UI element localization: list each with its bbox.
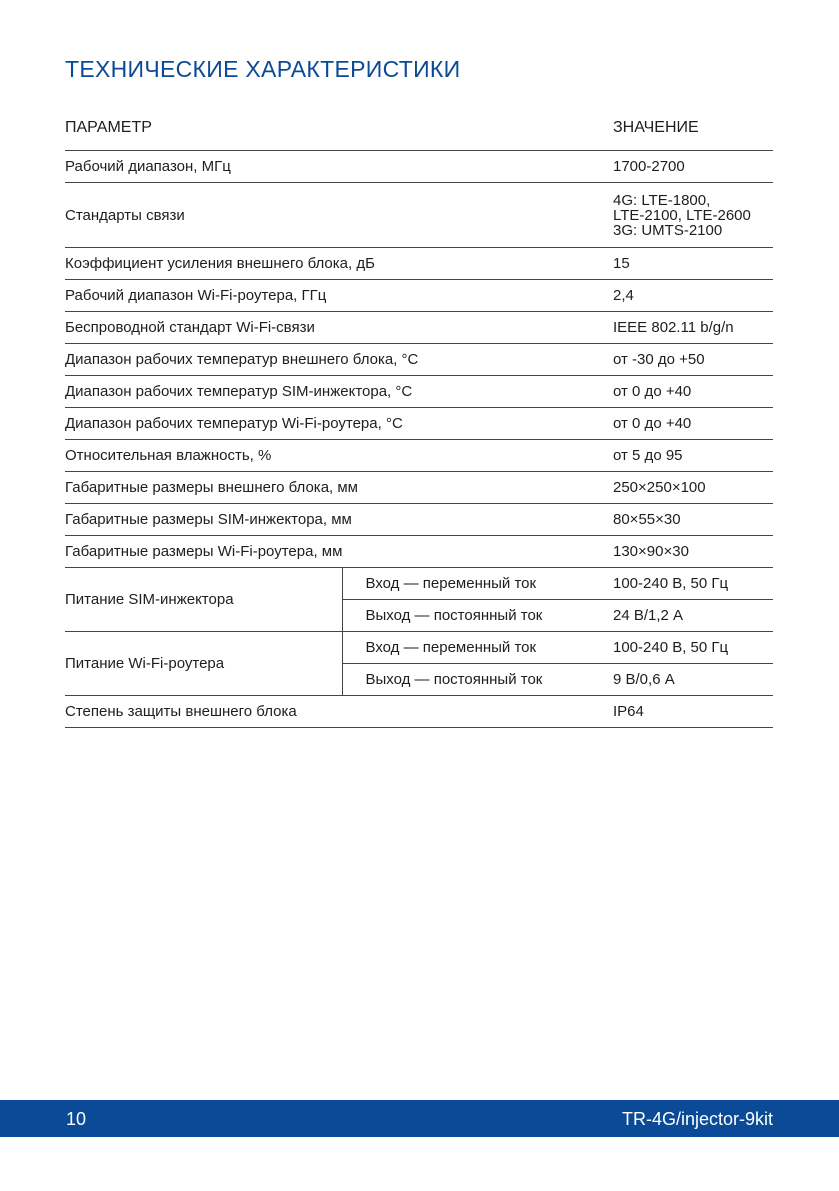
specs-table: [65, 105, 773, 728]
page-number: 10: [66, 1109, 87, 1129]
table-row: [65, 472, 773, 504]
value-cell: 24 В/1,2 А: [613, 600, 773, 632]
value-cell: 130×90×30: [613, 536, 773, 568]
table-row: [65, 536, 773, 568]
page-title: ТЕХНИЧЕСКИЕ ХАРАКТЕРИСТИКИ: [65, 56, 461, 82]
value-cell: от 0 до +40: [613, 376, 773, 408]
param-cell: Габаритные размеры внешнего блока, мм: [65, 472, 613, 504]
value-line: 3G: UMTS-2100: [613, 221, 723, 239]
param-cell: Беспроводной стандарт Wi-Fi-связи: [65, 312, 613, 344]
param-cell: Диапазон рабочих температур Wi-Fi-роутера, °С: [65, 408, 613, 440]
sub-param-cell: Вход — переменный ток: [342, 568, 613, 600]
param-cell: Рабочий диапазон, МГц: [65, 151, 613, 183]
param-cell: Рабочий диапазон Wi-Fi-роутера, ГГц: [65, 280, 613, 312]
sub-param-cell: Выход — постоянный ток: [342, 664, 613, 696]
header-value: ЗНАЧЕНИЕ: [613, 105, 773, 151]
param-cell: Относительная влажность, %: [65, 440, 613, 472]
value-cell: 100-240 В, 50 Гц: [613, 568, 773, 600]
value-line: 4G: LTE-1800,: [613, 191, 711, 209]
param-cell-power-wifi: Питание Wi-Fi-роутера: [65, 632, 342, 696]
table-row: [65, 280, 773, 312]
table-row: [65, 248, 773, 280]
table-row-power-wifi-input: [65, 632, 773, 664]
table-row: [65, 696, 773, 728]
sub-param-cell: Вход — переменный ток: [342, 632, 613, 664]
header-param: ПАРАМЕТР: [65, 105, 613, 151]
value-cell: от 0 до +40: [613, 408, 773, 440]
param-cell: Стандарты связи: [65, 183, 613, 248]
param-cell: Степень защиты внешнего блока: [65, 696, 613, 728]
table-row: [65, 440, 773, 472]
value-cell: 1700-2700: [613, 151, 773, 183]
value-cell: 9 В/0,6 А: [613, 664, 773, 696]
table-row: [65, 376, 773, 408]
value-cell: [613, 183, 773, 248]
value-cell: 100-240 В, 50 Гц: [613, 632, 773, 664]
value-line: LTE-2100, LTE-2600: [613, 206, 751, 224]
param-cell: Коэффициент усиления внешнего блока, дБ: [65, 248, 613, 280]
sub-param-cell: Выход — постоянный ток: [342, 600, 613, 632]
value-cell: от -30 до +50: [613, 344, 773, 376]
table-row: [65, 183, 773, 248]
table-header-row: [65, 105, 773, 151]
value-cell: 2,4: [613, 280, 773, 312]
table-row: [65, 408, 773, 440]
table-row: [65, 312, 773, 344]
value-cell: IEEE 802.11 b/g/n: [613, 312, 773, 344]
param-cell: Габаритные размеры Wi-Fi-роутера, мм: [65, 536, 613, 568]
table-row: [65, 344, 773, 376]
param-cell: Габаритные размеры SIM-инжектора, мм: [65, 504, 613, 536]
param-cell: Диапазон рабочих температур внешнего блока, °С: [65, 344, 613, 376]
value-cell: 80×55×30: [613, 504, 773, 536]
table-row: [65, 504, 773, 536]
param-cell: Диапазон рабочих температур SIM-инжектора, °С: [65, 376, 613, 408]
value-cell: 250×250×100: [613, 472, 773, 504]
table-row-power-sim-input: [65, 568, 773, 600]
document-code: TR-4G/injector-9kit: [621, 1109, 773, 1129]
value-cell: IP64: [613, 696, 773, 728]
value-cell: от 5 до 95: [613, 440, 773, 472]
param-cell-power-sim: Питание SIM-инжектора: [65, 568, 342, 632]
footer-bar: [0, 1100, 839, 1137]
table-row: [65, 151, 773, 183]
value-cell: 15: [613, 248, 773, 280]
